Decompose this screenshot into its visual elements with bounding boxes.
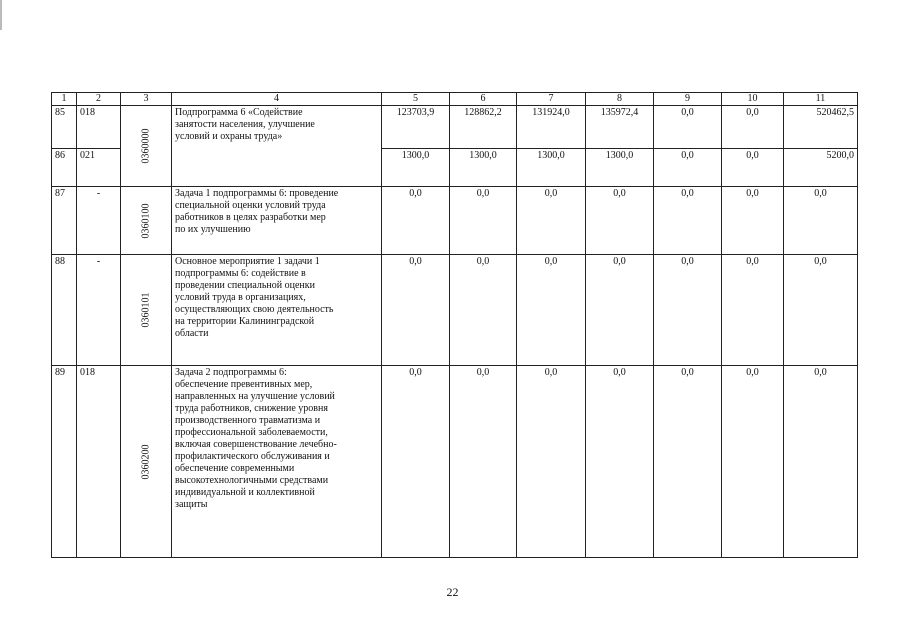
description-line: по их улучшению — [175, 224, 251, 235]
admin-code: - — [77, 255, 121, 366]
description-line: условий и охраны труда» — [175, 131, 283, 142]
row-number: 89 — [52, 366, 77, 558]
value-col11: 0,0 — [784, 366, 858, 558]
description-line: Основное мероприятие 1 задачи 1 — [175, 256, 320, 267]
description-line: занятости населения, улучшение — [175, 119, 315, 130]
value-col5: 123703,9 — [382, 106, 450, 149]
value-col5: 0,0 — [382, 187, 450, 255]
value-col5: 0,0 — [382, 366, 450, 558]
description-line: профилактического обслуживания и — [175, 451, 330, 462]
row-number: 87 — [52, 187, 77, 255]
value-col7: 131924,0 — [517, 106, 586, 149]
program-code-cell — [121, 187, 172, 255]
description-line: области — [175, 328, 209, 339]
value-col10: 0,0 — [722, 366, 784, 558]
admin-code: - — [77, 187, 121, 255]
description-line: защиты — [175, 499, 208, 510]
value-col9: 0,0 — [654, 255, 722, 366]
description-line: на территории Калининградской — [175, 316, 315, 327]
description-line: обеспечение современными — [175, 463, 295, 474]
row-number: 86 — [52, 149, 77, 187]
header-cell: 11 — [784, 93, 858, 106]
header-cell: 2 — [77, 93, 121, 106]
header-cell: 5 — [382, 93, 450, 106]
scan-edge-mark — [0, 0, 2, 30]
value-col7: 0,0 — [517, 366, 586, 558]
value-col5: 1300,0 — [382, 149, 450, 187]
program-code: 0360101 — [140, 292, 151, 328]
description-cell — [172, 106, 382, 187]
admin-code: 021 — [77, 149, 121, 187]
description-line: специальной оценки условий труда — [175, 200, 326, 211]
description-line: производственного травматизма и — [175, 415, 321, 426]
table-row — [52, 366, 858, 558]
table-row — [52, 106, 858, 149]
value-col8: 1300,0 — [586, 149, 654, 187]
table-row — [52, 255, 858, 366]
value-col11: 5200,0 — [784, 149, 858, 187]
program-code: 0360000 — [140, 128, 151, 164]
value-col10: 0,0 — [722, 255, 784, 366]
program-code-cell — [121, 106, 172, 187]
value-col6: 0,0 — [450, 187, 517, 255]
value-col9: 0,0 — [654, 187, 722, 255]
description-line: труда работников, снижение уровня — [175, 403, 328, 414]
description-line: профессиональной заболеваемости, — [175, 427, 328, 438]
value-col8: 0,0 — [586, 366, 654, 558]
value-col10: 0,0 — [722, 187, 784, 255]
header-cell: 6 — [450, 93, 517, 106]
program-code-cell — [121, 366, 172, 558]
value-col7: 1300,0 — [517, 149, 586, 187]
description-cell — [172, 255, 382, 366]
header-cell: 3 — [121, 93, 172, 106]
header-cell: 10 — [722, 93, 784, 106]
admin-code: 018 — [77, 106, 121, 149]
row-number: 88 — [52, 255, 77, 366]
description-line: обеспечение превентивных мер, — [175, 379, 313, 390]
value-col7: 0,0 — [517, 187, 586, 255]
value-col5: 0,0 — [382, 255, 450, 366]
description-line: включая совершенствование лечебно- — [175, 439, 337, 450]
header-cell: 4 — [172, 93, 382, 106]
header-cell: 9 — [654, 93, 722, 106]
value-col9: 0,0 — [654, 106, 722, 149]
program-code-cell — [121, 255, 172, 366]
description-cell — [172, 187, 382, 255]
description-line: работников в целях разработки мер — [175, 212, 326, 223]
value-col11: 0,0 — [784, 187, 858, 255]
page-number: 22 — [446, 585, 459, 599]
description-line: осуществляющих свою деятельность — [175, 304, 334, 315]
header-cell: 8 — [586, 93, 654, 106]
header-cell: 1 — [52, 93, 77, 106]
program-budget-table — [51, 92, 858, 558]
description-line: Задача 1 подпрограммы 6: проведение — [175, 188, 339, 199]
description-line: подпрограммы 6: содействие в — [175, 268, 306, 279]
column-number-header-row — [52, 93, 858, 106]
description-line: Задача 2 подпрограммы 6: — [175, 367, 287, 378]
description-line: условий труда в организациях, — [175, 292, 306, 303]
value-col6: 0,0 — [450, 255, 517, 366]
description-cell — [172, 366, 382, 558]
table-row — [52, 187, 858, 255]
value-col7: 0,0 — [517, 255, 586, 366]
value-col6: 0,0 — [450, 366, 517, 558]
value-col8: 135972,4 — [586, 106, 654, 149]
value-col6: 128862,2 — [450, 106, 517, 149]
description-line: направленных на улучшение условий — [175, 391, 335, 402]
value-col11: 0,0 — [784, 255, 858, 366]
program-code: 0360200 — [140, 444, 151, 479]
header-cell: 7 — [517, 93, 586, 106]
value-col10: 0,0 — [722, 106, 784, 149]
value-col9: 0,0 — [654, 149, 722, 187]
description-line: Подпрограмма 6 «Содействие — [175, 107, 303, 118]
value-col8: 0,0 — [586, 187, 654, 255]
description-line: индивидуальной и коллективной — [175, 487, 315, 498]
admin-code: 018 — [77, 366, 121, 558]
value-col11: 520462,5 — [784, 106, 858, 149]
value-col10: 0,0 — [722, 149, 784, 187]
value-col8: 0,0 — [586, 255, 654, 366]
program-code: 0360100 — [140, 203, 151, 238]
value-col6: 1300,0 — [450, 149, 517, 187]
value-col9: 0,0 — [654, 366, 722, 558]
description-line: проведении специальной оценки — [175, 280, 315, 291]
row-number: 85 — [52, 106, 77, 149]
description-line: высокотехнологичными средствами — [175, 475, 329, 486]
